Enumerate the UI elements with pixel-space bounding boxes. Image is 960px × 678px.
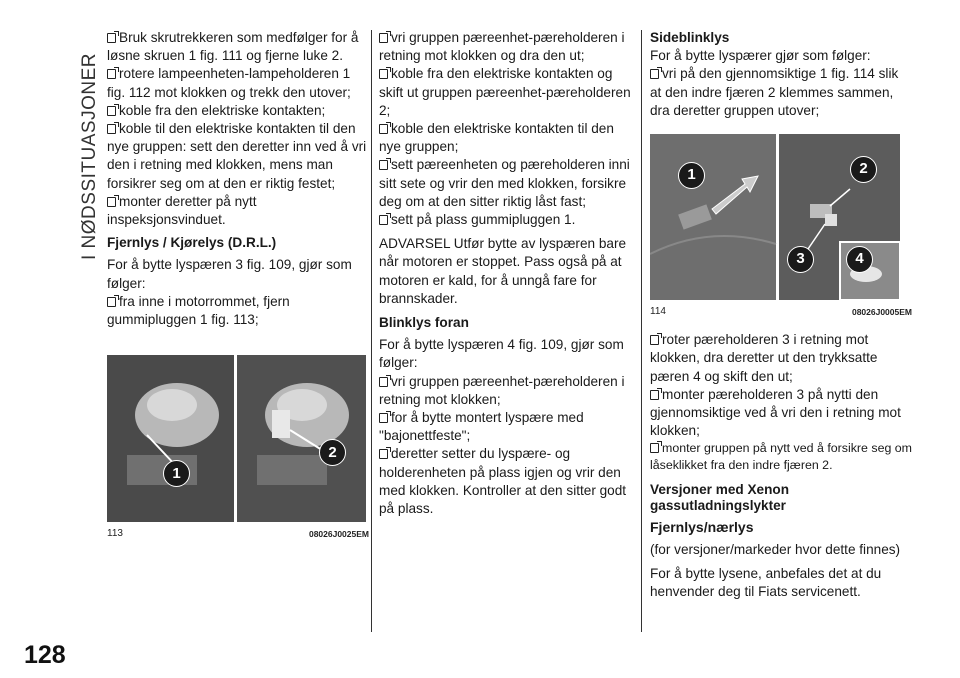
figure-number: 114 bbox=[650, 306, 666, 318]
bullet-icon bbox=[107, 106, 116, 116]
bullet-icon bbox=[107, 197, 116, 207]
list-item: rotere lampeenheten-lampeholderen 1 fig. 112 mot klokken og trekk den utover; bbox=[107, 66, 351, 100]
list-item: vri gruppen pæreenhet-pæreholderen i retning mot klokken; bbox=[379, 373, 625, 407]
side-indicator-photo bbox=[650, 134, 900, 300]
list-item: for å bytte montert lyspære med "bajonettfeste"; bbox=[379, 410, 584, 444]
list-item: koble til den elektriske kontakten til den nye gruppen: sett den deretter inn ved å vri den i retning med klokken, mens man forsikrer seg om at den er riktig festet; bbox=[107, 121, 367, 191]
list-item: vri gruppen pæreenhet-pæreholderen i retning mot klokken og dra den ut; bbox=[379, 30, 625, 64]
list-item: koble fra den elektriske kontakten; bbox=[107, 102, 369, 120]
column-divider bbox=[371, 30, 372, 632]
list-item: fra inne i motorrommet, fjern gummipluggen 1 fig. 113; bbox=[107, 293, 290, 328]
section-heading: Fjernlys / Kjørelys (D.R.L.) bbox=[107, 235, 277, 251]
list-item: monter gruppen på nytt ved å forsikre seg om låseklikket fra den indre fjæren 2. bbox=[650, 441, 913, 473]
list-item: Bruk skrutrekkeren som medfølger for å løsne skruen 1 fig. 111 og fjerne luke 2. bbox=[107, 30, 359, 64]
bullet-icon bbox=[650, 69, 659, 79]
callout-1: 1 bbox=[678, 162, 705, 189]
page-number: 128 bbox=[24, 641, 66, 669]
figure-number: 113 bbox=[107, 528, 123, 540]
bullet-icon bbox=[379, 449, 388, 459]
paragraph: For å bytte lysene, anbefales det at du henvender deg til Fiats servicenett. bbox=[650, 565, 882, 600]
warning-paragraph: ADVARSEL Utfør bytte av lyspæren bare når motoren er stoppet. Pass også på at motoren er kald, for å unngå fare for brannskader. bbox=[379, 236, 627, 306]
paragraph: (for versjoner/markeder hvor dette finnes) bbox=[650, 541, 901, 557]
callout-4: 4 bbox=[846, 246, 873, 273]
chapter-side-title bbox=[57, 30, 100, 260]
figure-caption bbox=[650, 303, 912, 321]
figure-code: 08026J0025EM bbox=[308, 529, 369, 540]
bullet-icon bbox=[107, 297, 116, 307]
bullet-icon bbox=[107, 33, 116, 43]
figure-caption bbox=[107, 525, 369, 543]
bullet-icon bbox=[650, 443, 659, 453]
paragraph: For å bytte lyspæren 3 fig. 109, gjør som følger: bbox=[107, 257, 352, 291]
list-item: monter deretter på nytt inspeksjonsvinduet. bbox=[107, 193, 257, 228]
list-item: koble fra den elektriske kontakten og skift ut gruppen pæreenhet-pæreholderen 2; bbox=[379, 66, 631, 118]
bullet-icon bbox=[107, 124, 116, 134]
callout-2: 2 bbox=[850, 156, 877, 183]
chapter-side-title-text: I NØDSSITUASJONER bbox=[79, 53, 100, 260]
bullet-icon bbox=[379, 377, 388, 387]
bullet-icon bbox=[107, 69, 116, 79]
column-3 bbox=[650, 29, 912, 601]
bullet-icon bbox=[379, 215, 388, 225]
column-1 bbox=[107, 29, 369, 543]
list-item: sett pæreenheten og pæreholderen inni sitt sete og vrir den med klokken, forsikre deg om at den sitter riktig låst fast; bbox=[379, 157, 630, 209]
section-heading: Sideblinklys bbox=[650, 30, 730, 45]
bullet-icon bbox=[379, 413, 388, 423]
callout-2: 2 bbox=[319, 439, 346, 466]
paragraph: For å bytte lyspæren 4 fig. 109, gjør som følger: bbox=[379, 337, 624, 371]
section-heading: Blinklys foran bbox=[379, 315, 469, 331]
engine-bay-photo bbox=[107, 355, 366, 522]
figure-113 bbox=[107, 355, 369, 543]
bullet-icon bbox=[379, 69, 388, 79]
bullet-icon bbox=[650, 390, 659, 400]
list-item: monter pæreholderen 3 på nytti den gjennomsiktige ved å vri den i retning mot klokken; bbox=[650, 386, 901, 439]
list-item: deretter setter du lyspære- og holderenheten på plass igjen og vrir den med klokken. Kontroller at den sitter godt på plass. bbox=[379, 446, 627, 517]
bullet-icon bbox=[379, 33, 388, 43]
column-divider bbox=[641, 30, 642, 632]
callout-3: 3 bbox=[787, 246, 814, 273]
bullet-icon bbox=[379, 160, 388, 170]
bullet-icon bbox=[650, 335, 659, 345]
section-heading: Versjoner med Xenon gassutladningslykter bbox=[650, 482, 790, 514]
callout-1: 1 bbox=[163, 460, 190, 487]
list-item: vri på den gjennomsiktige 1 fig. 114 slik at den indre fjæren 2 klemmes sammen, dra deretter gruppen utover; bbox=[650, 66, 899, 118]
section-heading: Fjernlys/nærlys bbox=[650, 519, 754, 536]
figure-114 bbox=[650, 134, 912, 321]
bullet-icon bbox=[379, 124, 388, 134]
column-2 bbox=[379, 29, 633, 518]
paragraph: For å bytte lyspærer gjør som følger: bbox=[650, 48, 871, 64]
list-item: koble den elektriske kontakten til den nye gruppen; bbox=[379, 121, 614, 155]
list-item: sett på plass gummipluggen 1. bbox=[379, 211, 633, 229]
list-item: roter pæreholderen 3 i retning mot klokken, dra deretter ut den trykksatte pæren 4 og skift den ut; bbox=[650, 332, 878, 384]
figure-code: 08026J0005EM bbox=[851, 307, 912, 318]
